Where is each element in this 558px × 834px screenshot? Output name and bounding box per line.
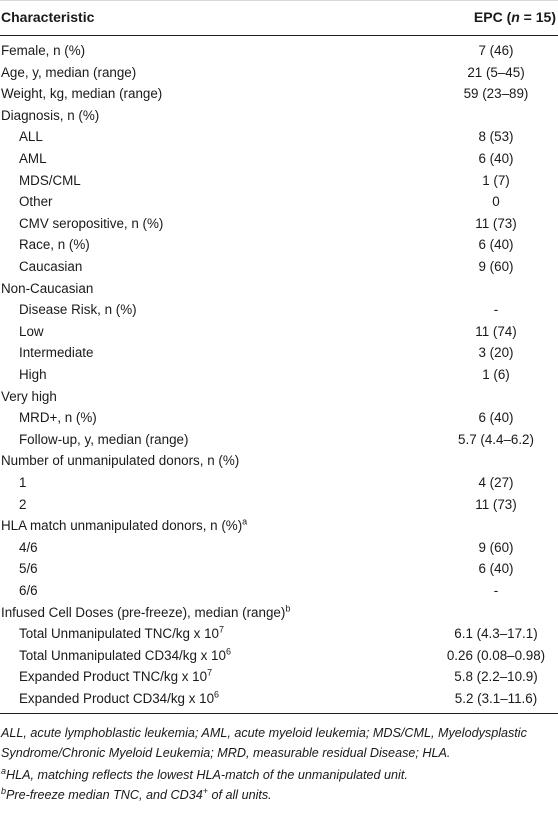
row-label-text: Diagnosis, n (%): [1, 107, 100, 123]
row-value-text: 1 (6): [482, 367, 510, 382]
footnotes: [0, 714, 558, 805]
row-label-text: Very high: [1, 388, 57, 404]
row-label: [0, 515, 388, 537]
row-label-text: MRD+, n (%): [19, 410, 97, 426]
row-label-text: Follow-up, y, median (range): [19, 431, 189, 447]
table-row: [0, 493, 558, 515]
table-row: [0, 688, 558, 714]
row-label: [0, 558, 388, 580]
table-body: [0, 36, 558, 714]
row-value: [388, 256, 558, 278]
row-value: [388, 62, 558, 84]
row-value-text: 11 (73): [475, 496, 517, 512]
row-label-text: Expanded Product CD34/kg x 10: [19, 690, 215, 706]
row-value: [388, 666, 558, 688]
row-value-text: 11 (74): [475, 323, 517, 339]
table-row: [0, 148, 558, 170]
table-row: [0, 386, 558, 408]
table-row: [0, 450, 558, 472]
table-row: [0, 342, 558, 364]
row-label-text: Age, y, median (range): [1, 64, 137, 80]
row-label-text: Female, n (%): [1, 43, 86, 59]
row-value-text: 11 (73): [475, 215, 517, 231]
row-value-text: 8 (53): [478, 129, 514, 145]
row-value-text: 1 (7): [482, 172, 510, 188]
row-label-text: CMV seropositive, n (%): [19, 215, 164, 231]
table-row: [0, 299, 558, 321]
footnote-b: [1, 786, 557, 806]
table-row: [0, 429, 558, 451]
table-row: [0, 364, 558, 386]
row-label: [0, 213, 388, 235]
row-value: [388, 148, 558, 170]
row-value-text: 6 (40): [478, 410, 514, 426]
footnote-a-mark: a: [1, 766, 7, 777]
row-label-text: Intermediate: [19, 345, 94, 361]
row-label: [0, 321, 388, 343]
row-label-sup: 6: [225, 646, 231, 657]
row-label: [0, 36, 388, 62]
row-label-text: 5/6: [19, 561, 38, 577]
row-value: [388, 450, 558, 472]
table-row: [0, 213, 558, 235]
row-label: [0, 342, 388, 364]
row-value-text: -: [493, 302, 499, 318]
table-row: [0, 515, 558, 537]
footnote-b-sup: +: [202, 785, 208, 796]
row-label-text: Other: [19, 194, 53, 210]
row-label: [0, 429, 388, 451]
footnote-abbreviations: ALL, acute lymphoblastic leukemia; AML, acute myeloid leukemia; MDS/CML, Myelodysplastic Syndrome/Chronic Myeloid Leukemia; MRD, measurable residual Disease; HLA.: [1, 726, 527, 760]
row-label-text: 6/6: [19, 582, 38, 598]
row-label-sup: 7: [207, 667, 213, 678]
table-row: [0, 234, 558, 256]
row-value: [388, 558, 558, 580]
row-value: [388, 645, 558, 667]
row-label-text: AML: [19, 151, 47, 167]
row-label-sup: b: [285, 603, 291, 614]
table-row: [0, 83, 558, 105]
row-label-sup: 7: [218, 624, 224, 635]
table-row: [0, 645, 558, 667]
row-value: [388, 126, 558, 148]
row-value-text: 0: [492, 194, 500, 210]
row-label-text: Infused Cell Doses (pre-freeze), median (range): [1, 604, 286, 620]
footnote-b-mark: b: [1, 785, 7, 796]
row-value-text: 6 (40): [478, 151, 514, 167]
row-label-text: Non-Caucasian: [1, 280, 94, 296]
table-row: [0, 278, 558, 300]
row-value-text: 21 (5–45): [467, 64, 525, 80]
footnote-a: [1, 766, 557, 786]
row-value-text: -: [493, 582, 499, 598]
row-label-text: Disease Risk, n (%): [19, 302, 137, 318]
header-row: [0, 1, 558, 36]
row-value: [388, 493, 558, 515]
row-label: [0, 537, 388, 559]
row-value: [388, 407, 558, 429]
table-row: [0, 580, 558, 602]
row-label: [0, 126, 388, 148]
row-value: [388, 321, 558, 343]
row-value: [388, 36, 558, 62]
footnote-b-text-post: of all units.: [207, 787, 272, 802]
footnote-a-text: HLA, matching reflects the lowest HLA-match of the unmanipulated unit.: [6, 768, 408, 783]
row-label: [0, 386, 388, 408]
table-row: [0, 191, 558, 213]
row-label: [0, 493, 388, 515]
row-value-text: 7 (46): [478, 43, 514, 59]
row-label-text: Expanded Product TNC/kg x 10: [19, 669, 208, 685]
row-value: [388, 191, 558, 213]
row-label-text: MDS/CML: [19, 172, 81, 188]
row-label: [0, 148, 388, 170]
row-value-text: 5.8 (2.2–10.9): [454, 669, 538, 685]
row-label-text: 2: [19, 496, 27, 512]
row-label: [0, 666, 388, 688]
row-value: [388, 105, 558, 127]
row-label-text: Race, n (%): [19, 237, 90, 253]
row-label: [0, 688, 388, 714]
row-label-text: High: [19, 367, 47, 382]
header-epc-n: n: [511, 9, 520, 26]
row-label-text: Number of unmanipulated donors, n (%): [1, 453, 240, 469]
row-label: [0, 62, 388, 84]
row-label: [0, 364, 388, 386]
row-value: [388, 601, 558, 623]
row-value-text: 4 (27): [478, 474, 514, 490]
row-value: [388, 688, 558, 714]
table-row: [0, 62, 558, 84]
row-label: [0, 170, 388, 192]
row-label: [0, 83, 388, 105]
row-label-sup: 6: [214, 689, 220, 700]
row-value: [388, 83, 558, 105]
table-row: [0, 601, 558, 623]
row-value: [388, 515, 558, 537]
header-epc-suffix: = 15): [519, 9, 556, 26]
row-label-text: Total Unmanipulated TNC/kg x 10: [19, 626, 219, 642]
table-row: [0, 170, 558, 192]
row-label: [0, 645, 388, 667]
table-row: [0, 666, 558, 688]
row-value-text: 0.26 (0.08–0.98): [446, 647, 546, 663]
row-label-text: ALL: [19, 129, 43, 145]
footnote-b-text-pre: Pre-freeze median TNC, and CD34: [6, 787, 203, 802]
table-row: [0, 558, 558, 580]
row-label-text: 1: [19, 474, 27, 490]
row-value: [388, 580, 558, 602]
row-label-text: Caucasian: [19, 259, 83, 275]
row-value-text: 5.7 (4.4–6.2): [458, 431, 534, 447]
table-row: [0, 623, 558, 645]
row-value: [388, 429, 558, 451]
table-row: [0, 407, 558, 429]
row-label: [0, 407, 388, 429]
row-value-text: 6 (40): [478, 561, 514, 577]
table-row: [0, 472, 558, 494]
row-value-text: 6.1 (4.3–17.1): [454, 626, 538, 642]
row-value: [388, 299, 558, 321]
row-label: [0, 601, 388, 623]
row-value-text: 59 (23–89): [463, 86, 529, 102]
row-label: [0, 580, 388, 602]
row-value-text: 5.2 (3.1–11.6): [454, 690, 538, 706]
row-value: [388, 342, 558, 364]
row-label: [0, 105, 388, 127]
row-label: [0, 256, 388, 278]
row-value: [388, 213, 558, 235]
table-row: [0, 537, 558, 559]
table-row: [0, 256, 558, 278]
row-value: [388, 623, 558, 645]
row-value: [388, 364, 558, 386]
row-label-text: Total Unmanipulated CD34/kg x 10: [19, 647, 226, 663]
row-label-text: HLA match unmanipulated donors, n (%): [1, 518, 243, 534]
header-characteristic: Characteristic: [0, 1, 388, 36]
row-label: [0, 234, 388, 256]
header-epc-prefix: EPC (: [473, 9, 512, 26]
row-value-text: 6 (40): [478, 237, 514, 253]
row-label: [0, 299, 388, 321]
row-label: [0, 278, 388, 300]
row-label-text: Weight, kg, median (range): [1, 86, 163, 102]
row-label-text: 4/6: [19, 539, 38, 555]
row-value-text: 9 (60): [478, 259, 514, 275]
row-label: [0, 450, 388, 472]
table-row: [0, 36, 558, 62]
row-value: [388, 386, 558, 408]
row-value: [388, 278, 558, 300]
table-row: [0, 105, 558, 127]
row-value: [388, 170, 558, 192]
table-row: [0, 321, 558, 343]
row-value-text: 3 (20): [478, 345, 514, 361]
row-label: [0, 472, 388, 494]
row-value-text: 9 (60): [478, 539, 514, 555]
row-label-sup: a: [242, 516, 248, 527]
row-value: [388, 537, 558, 559]
table-row: [0, 126, 558, 148]
row-label-text: Low: [19, 323, 44, 339]
row-label: [0, 191, 388, 213]
row-value: [388, 472, 558, 494]
row-value: [388, 234, 558, 256]
header-epc: [388, 1, 558, 36]
row-label: [0, 623, 388, 645]
